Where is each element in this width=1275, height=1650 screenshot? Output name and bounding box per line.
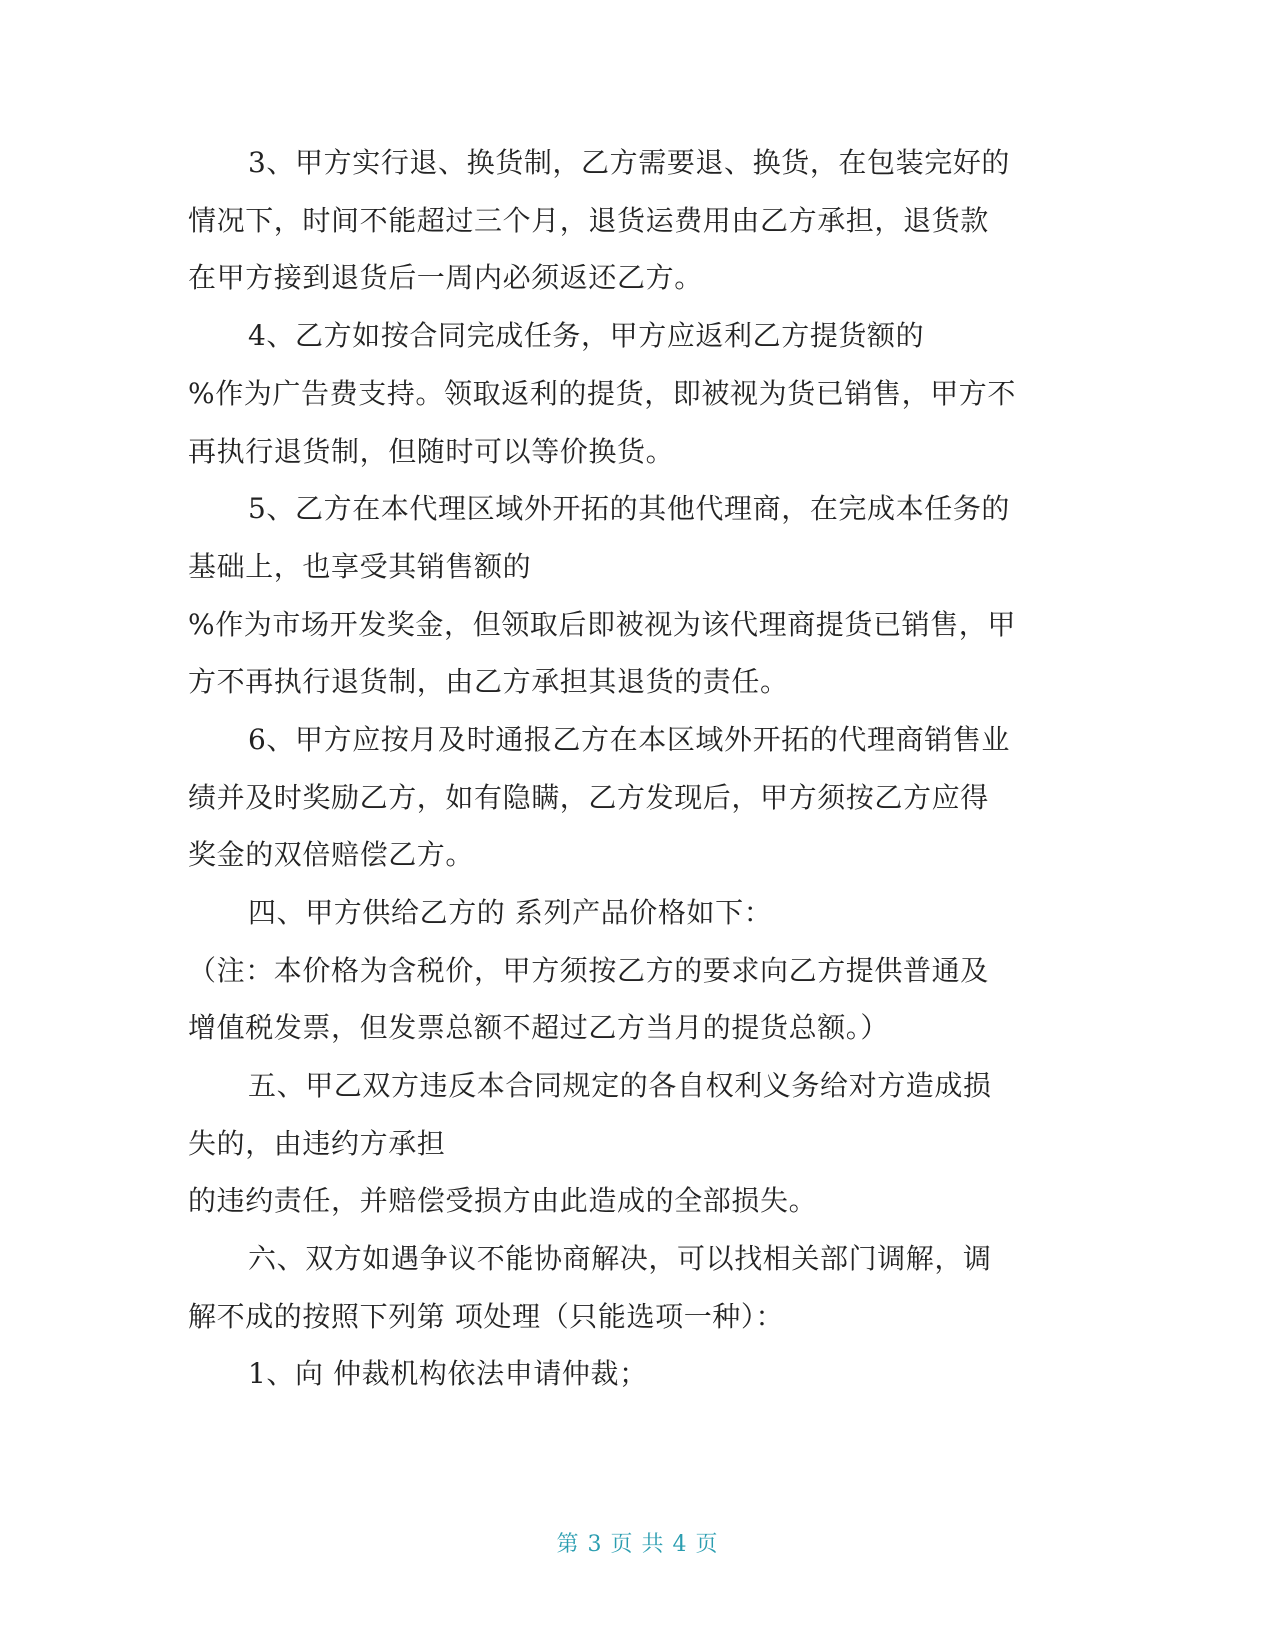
- text-line: 基础上，也享受其销售额的: [188, 550, 532, 583]
- text-line: 情况下，时间不能超过三个月，退货运费用由乙方承担，退货款: [188, 204, 989, 237]
- text-line: 六、双方如遇争议不能协商解决，可以找相关部门调解，调: [248, 1242, 992, 1275]
- text-line: 4、乙方如按合同完成任务，甲方应返利乙方提货额的: [248, 319, 925, 352]
- text-line: 的违约责任，并赔偿受损方由此造成的全部损失。: [188, 1184, 818, 1217]
- text-line: 绩并及时奖励乙方，如有隐瞒，乙方发现后，甲方须按乙方应得: [188, 781, 989, 814]
- text-line: 方不再执行退货制，由乙方承担其退货的责任。: [188, 665, 789, 698]
- text-line: %作为广告费支持。领取返利的提货，即被视为货已销售，甲方不: [188, 377, 1017, 410]
- text-line: 解不成的按照下列第 项处理（只能选项一种）：: [188, 1300, 785, 1333]
- text-line: 奖金的双倍赔偿乙方。: [188, 838, 475, 871]
- text-line: 再执行退货制，但随时可以等价换货。: [188, 435, 675, 468]
- page-footer: 第 3 页 共 4 页: [556, 1532, 719, 1557]
- text-line: 四、甲方供给乙方的 系列产品价格如下：: [248, 896, 773, 929]
- text-line: 1、向 仲裁机构依法申请仲裁；: [248, 1357, 648, 1390]
- text-line: （注：本价格为含税价，甲方须按乙方的要求向乙方提供普通及: [188, 954, 989, 987]
- text-line: 5、乙方在本代理区域外开拓的其他代理商，在完成本任务的: [248, 492, 1011, 525]
- text-line: %作为市场开发奖金，但领取后即被视为该代理商提货已销售，甲: [188, 608, 1017, 641]
- text-line: 五、甲乙双方违反本合同规定的各自权利义务给对方造成损: [248, 1069, 992, 1102]
- text-line: 失的，由违约方承担: [188, 1127, 446, 1160]
- text-line: 在甲方接到退货后一周内必须返还乙方。: [188, 261, 703, 294]
- text-line: 增值税发票，但发票总额不超过乙方当月的提货总额。）: [188, 1011, 890, 1044]
- text-line: 6、甲方应按月及时通报乙方在本区域外开拓的代理商销售业: [248, 723, 1011, 756]
- text-line: 3、甲方实行退、换货制，乙方需要退、换货，在包装完好的: [248, 146, 1011, 179]
